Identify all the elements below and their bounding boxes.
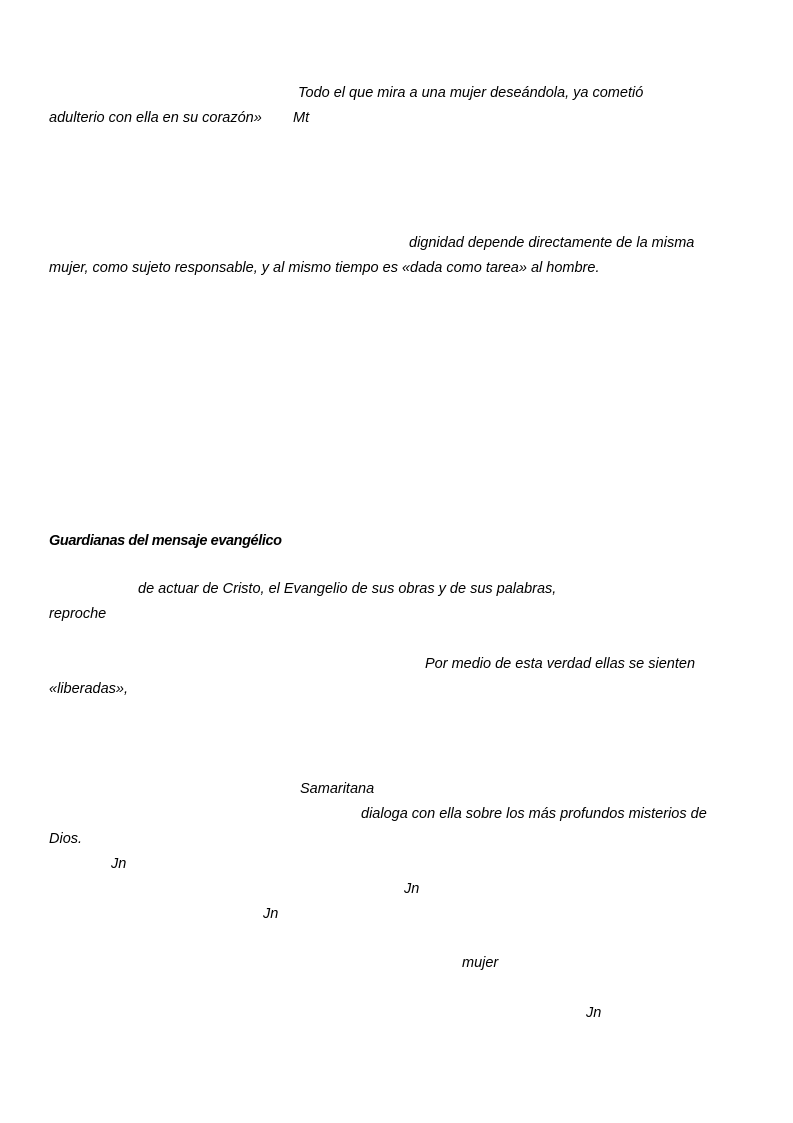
gospel-line-1: de actuar de Cristo, el Evangelio de sus obras y de sus palabras, <box>138 581 557 597</box>
dios-text: Dios. <box>49 831 83 847</box>
reference-jn-4: Jn <box>586 1005 602 1021</box>
reference-jn-1: Jn <box>111 856 127 872</box>
quote-mt-line-1: Todo el que mira a una mujer deseándola, ya cometió <box>298 85 644 101</box>
mujer-text: mujer <box>462 955 499 971</box>
reference-jn-3: Jn <box>263 906 279 922</box>
dignity-line-2: mujer, como sujeto responsable, y al mismo tiempo es «dada como tarea» al hombre. <box>49 260 600 276</box>
dialoga-line: dialoga con ella sobre los más profundos misterios de <box>361 806 707 822</box>
samaritana-text: Samaritana <box>300 781 375 797</box>
truth-line-1: Por medio de esta verdad ellas se sienten <box>425 656 696 672</box>
quote-mt-line-2: adulterio con ella en su corazón» <box>49 110 262 126</box>
reference-jn-2: Jn <box>404 881 420 897</box>
gospel-line-2: reproche <box>49 606 107 622</box>
section-heading: Guardianas del mensaje evangélico <box>49 533 282 549</box>
truth-line-2: «liberadas», <box>49 681 128 697</box>
reference-mt: Mt <box>293 110 310 126</box>
dignity-line-1: dignidad depende directamente de la misma <box>409 235 695 251</box>
